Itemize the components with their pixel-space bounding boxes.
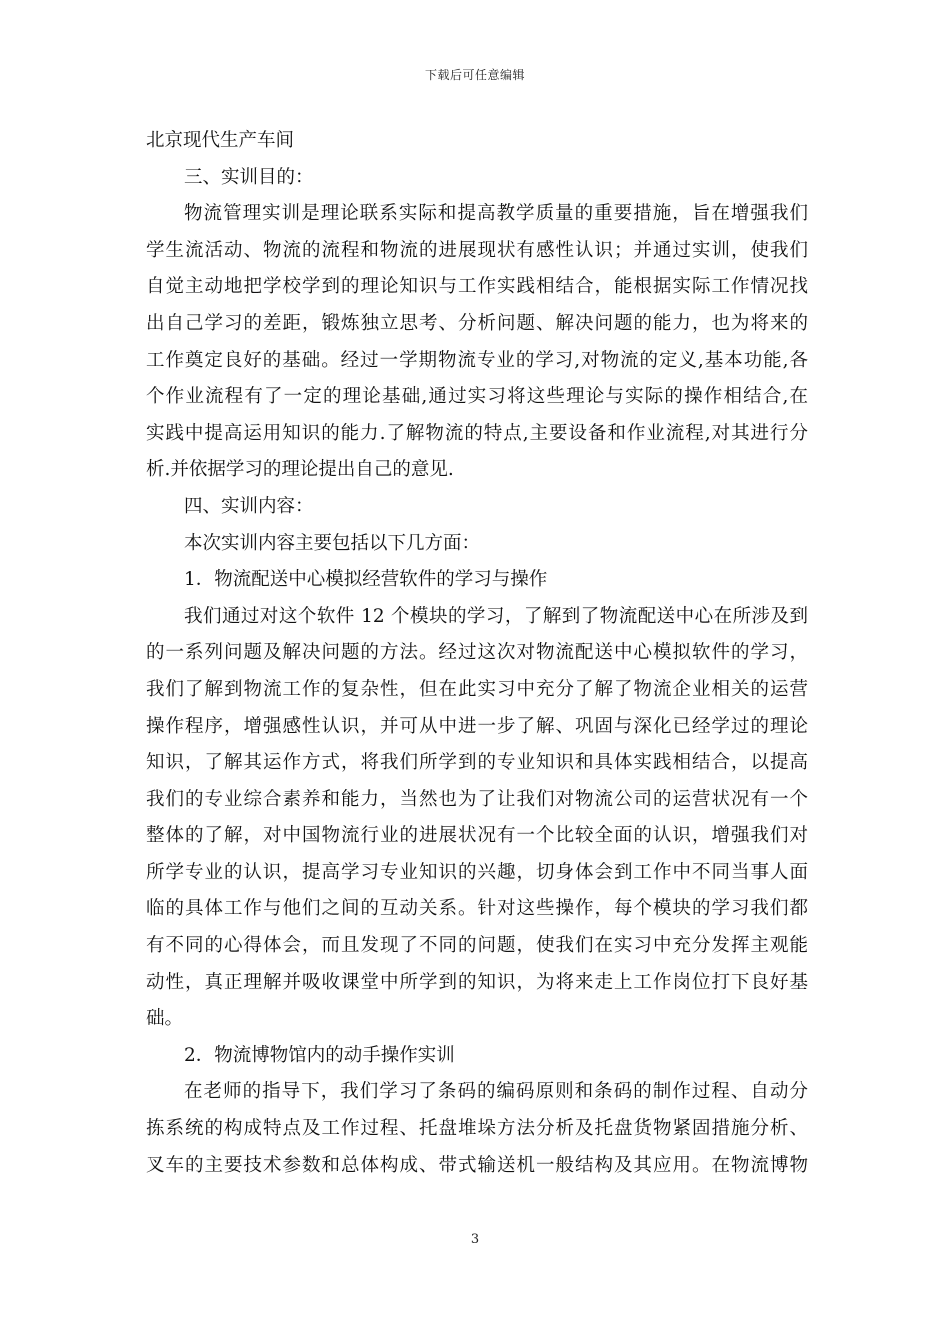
document-body <box>146 123 808 1184</box>
text-line: 本次实训内容主要包括以下几方面： <box>184 532 481 554</box>
text-line: 有不同的心得体会，而且发现了不同的问题，使我们在实习中充分发挥主观能 <box>146 935 808 957</box>
text-line: 学生流活动、物流的流程和物流的进展现状有感性认识；并通过实训，使我们 <box>146 239 808 261</box>
text-line: 临的具体工作与他们之间的互动关系。针对这些操作，每个模块的学习我们都 <box>146 898 808 920</box>
text-line: 础。 <box>146 1008 184 1030</box>
text-line: 拣系统的构成特点及工作过程、托盘堆垛方法分析及托盘货物紧固措施分析、 <box>146 1118 808 1140</box>
text-line: 实践中提高运用知识的能力.了解物流的特点,主要设备和作业流程,对其进行分 <box>146 422 808 444</box>
text-line: 出自己学习的差距，锻炼独立思考、分析问题、解决问题的能力，也为将来的 <box>146 312 808 334</box>
text-line: 物流管理实训是理论联系实际和提高教学质量的重要措施，旨在增强我们 <box>184 203 808 225</box>
text-line: 个作业流程有了一定的理论基础,通过实习将这些理论与实际的操作相结合,在 <box>146 386 808 408</box>
text-line: 的一系列问题及解决问题的方法。经过这次对物流配送中心模拟软件的学习， <box>146 642 808 664</box>
text-line: 析.并依据学习的理论提出自己的意见. <box>146 459 454 481</box>
text-line: 我们的专业综合素养和能力，当然也为了让我们对物流公司的运营状况有一个 <box>146 788 808 810</box>
page-header: 下载后可任意编辑 <box>424 68 525 82</box>
text-line: 动性，真正理解并吸收课堂中所学到的知识，为将来走上工作岗位打下良好基 <box>146 971 808 993</box>
text-line: 四、实训内容： <box>184 495 314 517</box>
text-line: 三、实训目的： <box>184 166 314 188</box>
text-line: 北京现代生产车间 <box>146 130 295 151</box>
text-line: 2．物流博物馆内的动手操作实训 <box>184 1044 455 1066</box>
text-line: 工作奠定良好的基础。经过一学期物流专业的学习,对物流的定义,基本功能,各 <box>146 349 808 371</box>
text-line: 在老师的指导下，我们学习了条码的编码原则和条码的制作过程、自动分 <box>184 1081 808 1103</box>
text-line: 1．物流配送中心模拟经营软件的学习与操作 <box>184 569 548 591</box>
page-number: 3 <box>470 1232 480 1247</box>
text-line: 所学专业的认识，提高学习专业知识的兴趣，切身体会到工作中不同当事人面 <box>146 861 808 883</box>
text-line: 叉车的主要技术参数和总体构成、带式输送机一般结构及其应用。在物流博物 <box>146 1154 808 1176</box>
text-line: 我们通过对这个软件 12 个模块的学习，了解到了物流配送中心在所涉及到 <box>184 605 808 627</box>
text-line: 操作程序，增强感性认识，并可从中进一步了解、巩固与深化已经学过的理论 <box>146 715 808 737</box>
text-line: 知识，了解其运作方式，将我们所学到的专业知识和具体实践相结合，以提高 <box>146 752 808 774</box>
text-line: 整体的了解，对中国物流行业的进展状况有一个比较全面的认识，增强我们对 <box>146 825 808 847</box>
text-line: 自觉主动地把学校学到的理论知识与工作实践相结合，能根据实际工作情况找 <box>146 276 808 298</box>
text-line: 我们了解到物流工作的复杂性，但在此实习中充分了解了物流企业相关的运营 <box>146 678 808 700</box>
